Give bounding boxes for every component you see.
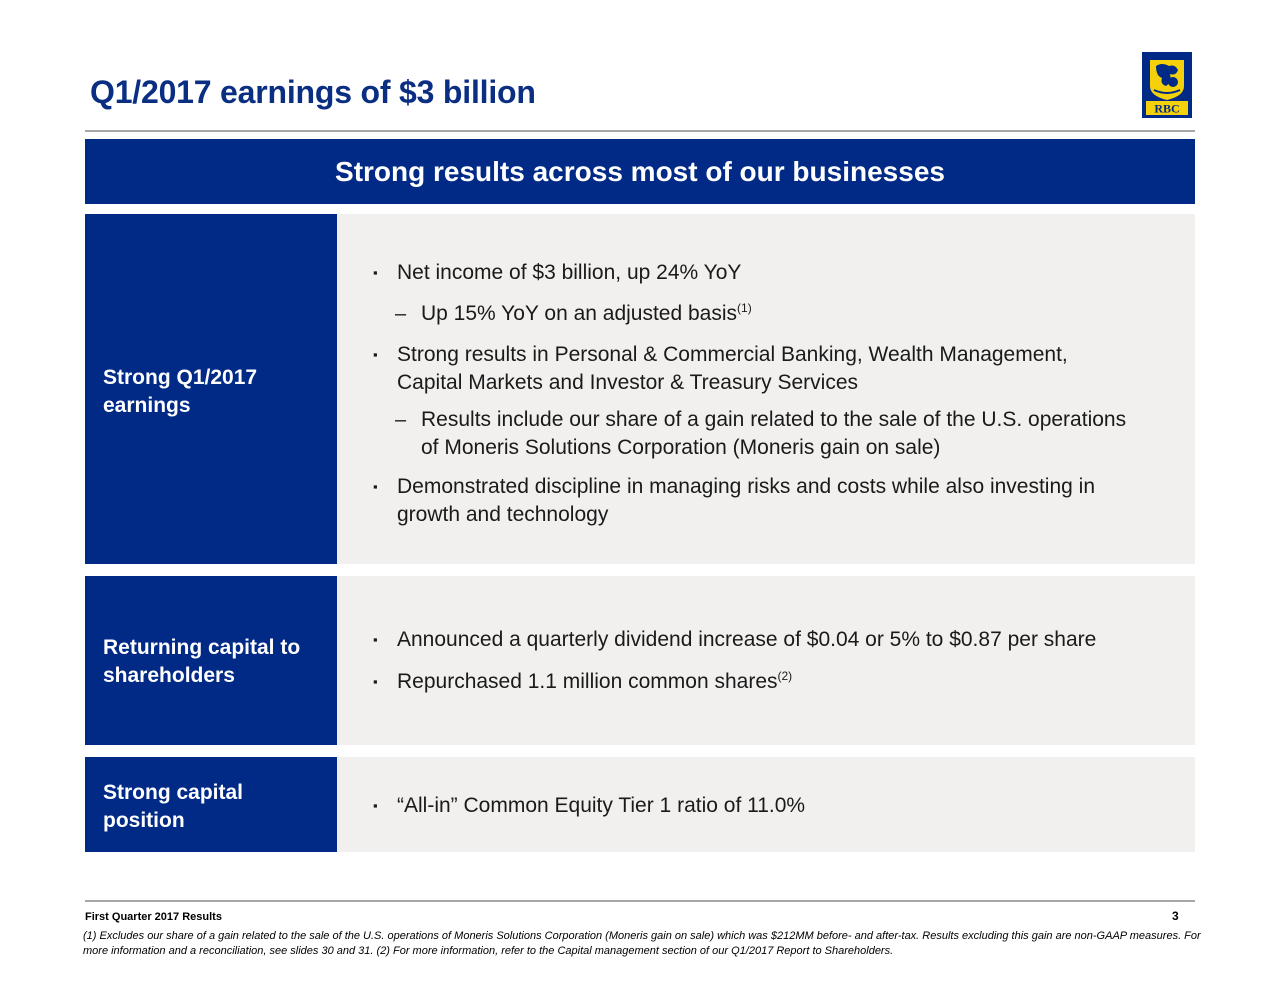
bullet-marker: ▪	[373, 347, 378, 362]
section-banner	[85, 139, 1195, 204]
bullet-item: ▪ Strong results in Personal & Commercial Banking, Wealth Management, Capital Markets and Investor & Treasury Services	[373, 343, 1068, 394]
bullet-item: ▪ Repurchased 1.1 million common shares$^{(2)}$	[397, 668, 792, 696]
bullet-item: ▪ Net income of $3 billion, up 24% YoY	[397, 259, 741, 287]
svg-text:RBC: RBC	[1154, 101, 1180, 116]
section-label: Strong Q1/2017 earnings	[85, 214, 337, 564]
footer-divider	[85, 900, 1195, 902]
section-returning-capital	[85, 576, 1195, 745]
page-number: 3	[1172, 909, 1179, 923]
dash-marker: –	[395, 303, 407, 325]
page-title: Q1/2017 earnings of $3 billion	[90, 74, 536, 110]
bullet-item: ▪ “All-in” Common Equity Tier 1 ratio of 11.0%	[397, 792, 805, 820]
sub-bullet-item: – Results include our share of a gain related to the sale of the U.S. operations of Moneris Solutions Corporation (Moneris gain on sale)	[395, 408, 1127, 459]
bullet-marker: ▪	[373, 479, 378, 494]
bullet-marker: ▪	[373, 265, 378, 280]
bullet-item: ▪ Demonstrated discipline in managing risks and costs while also investing in growth and technology	[373, 475, 1096, 526]
footnote-ref: (1)	[737, 301, 752, 315]
section-label: Strong capital position	[85, 757, 337, 852]
bullet-item: ▪ Announced a quarterly dividend increase of $0.04 or 5% to $0.87 per share	[397, 626, 1096, 654]
section-content	[337, 576, 1195, 745]
banner-text: Strong results across most of our businesses	[335, 155, 945, 187]
bullet-marker: ▪	[373, 798, 378, 813]
bullet-marker: ▪	[373, 632, 378, 647]
footnote-ref: (2)	[777, 669, 793, 683]
section-strong-capital	[85, 757, 1195, 852]
section-content	[337, 214, 1195, 564]
footnotes: (1) Excludes our share of a gain related to the sale of the U.S. operations of Moneris Solutions Corporation (Moneris gain on sale) which was $212MM before- and after-tax. Results excluding this gain are non-GAAP measures. For more information and a reconciliation, see slides 30 and 31. (2) For more information, refer to the Capital management section of our Q1/2017 Report to Shareholders.	[83, 930, 1201, 957]
dash-marker: –	[395, 409, 407, 431]
title-divider	[85, 130, 1195, 132]
sub-bullet-item: – Up 15% YoY on an adjusted basis$^{(1)}$	[421, 300, 752, 328]
section-label: Returning capital to shareholders	[85, 576, 337, 745]
section-strong-earnings	[85, 214, 1195, 564]
footer-report-name: First Quarter 2017 Results	[85, 911, 222, 923]
bullet-marker: ▪	[373, 674, 378, 689]
rbc-logo	[1142, 52, 1192, 118]
section-content	[337, 757, 1195, 852]
